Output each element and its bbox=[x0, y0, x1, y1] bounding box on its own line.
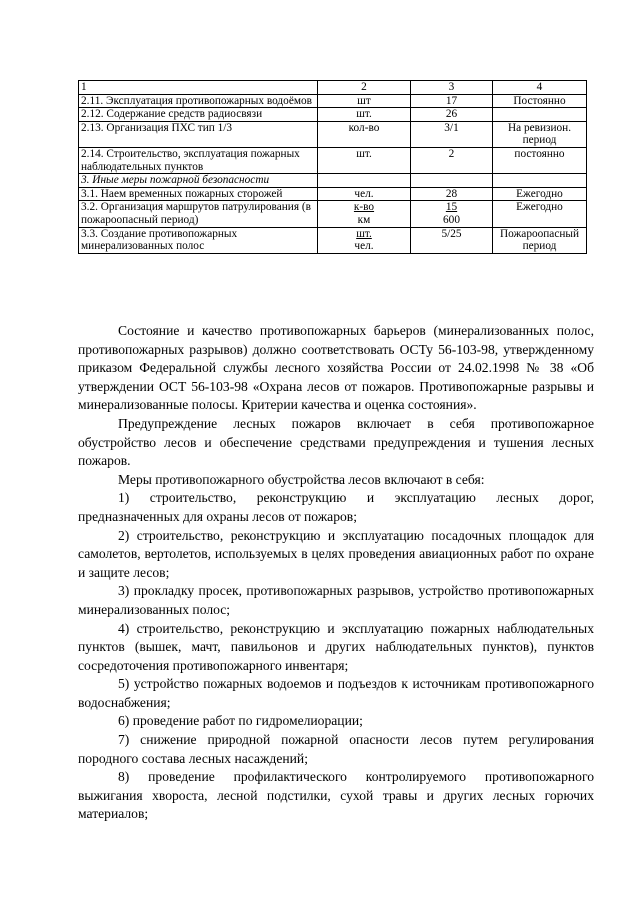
quantity-cell: 3/1 bbox=[411, 121, 493, 147]
measure-name: 3.2. Организация маршрутов патрулирования (в пожароопасный период) bbox=[79, 201, 318, 227]
unit-cell bbox=[318, 201, 411, 227]
section-title: 3. Иные меры пожарной безопасности bbox=[79, 174, 318, 188]
unit-cell: шт bbox=[318, 94, 411, 108]
measure-name: 2.13. Организация ПХС тип 1/3 bbox=[79, 121, 318, 147]
unit-cell: кол-во bbox=[318, 121, 411, 147]
list-item: 4) строительство, реконструкцию и эксплуатацию пожарных наблюдательных пунктов (вышек, мачт, павильонов и других наблюдательных пунктов), пунктов сосредоточения противопожарного инвентаря; bbox=[78, 620, 594, 673]
empty-cell bbox=[493, 174, 587, 188]
unit-cell bbox=[318, 227, 411, 253]
period-cell: Постоянно bbox=[493, 94, 587, 108]
empty-cell bbox=[318, 174, 411, 188]
header-cell: 1 bbox=[79, 81, 318, 95]
empty-cell bbox=[411, 174, 493, 188]
quantity-cell: 2 bbox=[411, 147, 493, 173]
body-text bbox=[78, 322, 594, 824]
quantity-cell: 26 bbox=[411, 108, 493, 122]
list-item: 2) строительство, реконструкцию и эксплуатацию посадочных площадок для самолетов, вертолетов, используемых в целях проведения авиационных работ по охране и защите лесов; bbox=[78, 527, 594, 580]
list-item: 6) проведение работ по гидромелиорации; bbox=[118, 713, 363, 729]
period-cell: На ревизион. период bbox=[493, 121, 587, 147]
unit-cell: чел. bbox=[318, 187, 411, 201]
quantity-cell: 17 bbox=[411, 94, 493, 108]
unit-people: чел. bbox=[354, 240, 374, 253]
unit-cell: шт. bbox=[318, 147, 411, 173]
measure-name: 3.3. Создание противопожарных минерализованных полос bbox=[79, 227, 318, 253]
measure-name: 2.11. Эксплуатация противопожарных водоёмов bbox=[79, 94, 318, 108]
unit-pieces: шт. bbox=[356, 227, 372, 240]
measure-name: 3.1. Наем временных пожарных сторожей bbox=[79, 187, 318, 201]
fire-measures-table bbox=[78, 80, 587, 254]
table-row bbox=[79, 187, 587, 201]
period-cell: постоянно bbox=[493, 147, 587, 173]
list-item: 7) снижение природной пожарной опасности лесов путем регулирования породного состава лесных насаждений; bbox=[78, 732, 594, 766]
quantity-cell: 28 bbox=[411, 187, 493, 201]
measure-name: 2.14. Строительство, эксплуатация пожарных наблюдательных пунктов bbox=[79, 147, 318, 173]
header-cell: 4 bbox=[493, 81, 587, 95]
period-cell: Ежегодно bbox=[493, 187, 587, 201]
quantity-count: 15 bbox=[445, 201, 458, 214]
table-row bbox=[79, 94, 587, 108]
list-item: 8) проведение профилактического контролируемого противопожарного выжигания хвороста, лесной подстилки, сухой травы и других лесных горючих материалов; bbox=[78, 769, 594, 822]
paragraph: Меры противопожарного обустройства лесов включают в себя: bbox=[118, 471, 485, 487]
unit-cell: шт. bbox=[318, 108, 411, 122]
measure-name: 2.12. Содержание средств радиосвязи bbox=[79, 108, 318, 122]
quantity-cell bbox=[411, 201, 493, 227]
table-row bbox=[79, 121, 587, 147]
table-header-row bbox=[79, 81, 587, 95]
quantity-cell: 5/25 bbox=[411, 227, 493, 253]
period-cell: Ежегодно bbox=[493, 201, 587, 227]
table-row bbox=[79, 147, 587, 173]
quantity-km: 600 bbox=[443, 213, 460, 226]
table-row bbox=[79, 201, 587, 227]
unit-count: к-во bbox=[353, 201, 375, 214]
table-row bbox=[79, 227, 587, 253]
table-row bbox=[79, 108, 587, 122]
unit-km: км bbox=[357, 213, 371, 226]
list-item: 1) строительство, реконструкцию и эксплуатацию лесных дорог, предназначенных для охраны лесов от пожаров; bbox=[78, 490, 594, 524]
paragraph: Состояние и качество противопожарных барьеров (минерализованных полос, противопожарных разрывов) должно соответствовать ОСТу 56-103-98, утвержденному приказом Федеральной службы лесного хозяйства России от 24.02.1998 № 38 «Об утверждении ОСТ 56-103-98 «Охрана лесов от пожаров. Противопожарные разрывы и минерализованные полосы. Критерии качества и оценка состояния». bbox=[78, 323, 594, 413]
header-cell: 2 bbox=[318, 81, 411, 95]
table-section-row bbox=[79, 174, 587, 188]
period-cell bbox=[493, 108, 587, 122]
list-item: 5) устройство пожарных водоемов и подъездов к источникам противопожарного водоснабжения; bbox=[78, 676, 594, 710]
header-cell: 3 bbox=[411, 81, 493, 95]
list-item: 3) прокладку просек, противопожарных разрывов, устройство противопожарных минерализованных полос; bbox=[78, 583, 594, 617]
period-cell: Пожароопасный период bbox=[493, 227, 587, 253]
paragraph: Предупреждение лесных пожаров включает в себя противопожарное обустройство лесов и обеспечение средствами предупреждения и тушения лесных пожаров. bbox=[78, 415, 594, 469]
